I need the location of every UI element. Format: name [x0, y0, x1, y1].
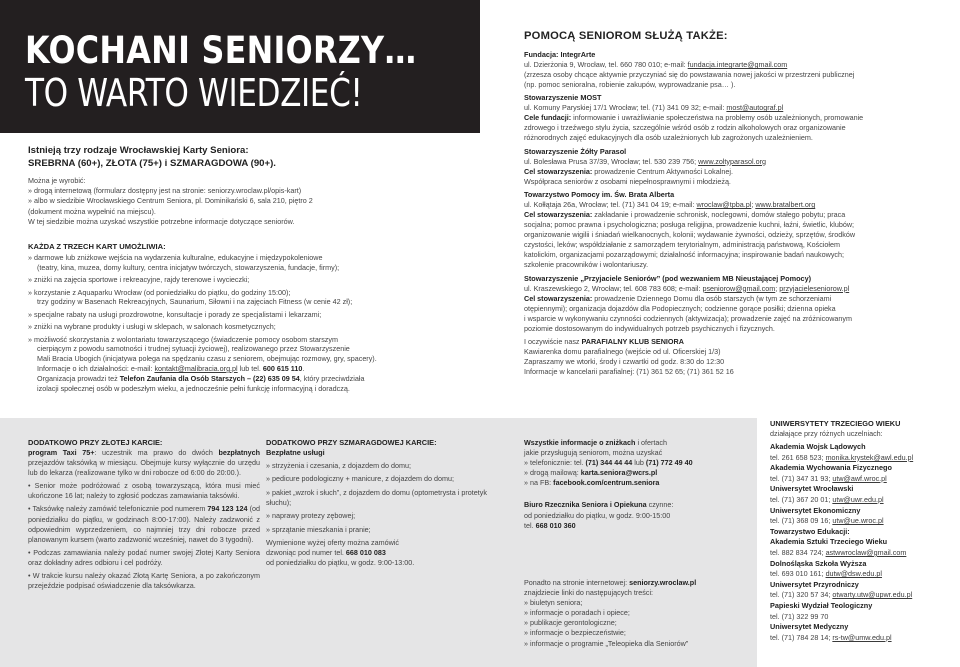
org-brat-albert: [524, 190, 954, 270]
card-types-heading: Istnieją trzy rodzaje Wrocławskiej Karty Seniora:: [28, 145, 249, 156]
university-contact: [770, 548, 960, 559]
university-contact: [770, 474, 960, 485]
text: dzwoniąc pod numer tel.: [266, 548, 346, 558]
university-name: Dolnośląska Szkoła Wyższa: [770, 558, 867, 568]
trust-phone: Telefon Zaufania dla Osób Starszych – (22) 635 09 54: [119, 373, 300, 383]
info-phone-1: (71) 344 44 44: [585, 458, 633, 468]
benefit-item: [28, 253, 488, 273]
org-desc: informowanie i uwrażliwianie społeczeństwa na problemy osób uzależnionych, promowanie: [571, 113, 864, 123]
emerald-item: » pedicure podologiczny + manicure, z dojazdem do domu;: [266, 474, 454, 484]
benefit-line: » korzystanie z Aquaparku Wrocław (od poniedziałku do piątku, do godziny 15:00);: [28, 287, 291, 297]
text: » telefonicznie: tel.: [524, 458, 586, 468]
org-zolty-parasol: [524, 147, 954, 187]
benefit-line: » specjalne rabaty na usługi prozdrowotne, konsultacje i porady ze specjalistami i lekarzami;: [28, 309, 322, 319]
benefit-line: [28, 374, 488, 384]
przyjaciele-email-link[interactable]: pseniorow@gmail.com: [702, 283, 776, 293]
intro-line: » drogą internetową (formularz dostępny jest na stronie: seniorzy.wroclaw.pl/opis-kart): [28, 186, 302, 196]
text: Organizacja prowadzi też: [37, 373, 120, 383]
benefit-line: trzy godziny w Basenach Rekreacyjnych, Saunarium, Siłowni i na zajęciach Fitness (w cenie 42 zł);: [37, 297, 353, 307]
university-name: Uniwersytet Przyrodniczy: [770, 579, 859, 589]
university-name: Akademia Wychowania Fizycznego: [770, 463, 892, 473]
goal-label: Cel stowarzyszenia:: [524, 293, 593, 303]
gold-card-para: • Senior może podróżować z osobą towarzyszącą, która musi mieć ukończone 16 lat; należy to zgłosić podczas zamawiania taksówki.: [28, 481, 260, 501]
university-contact: [770, 453, 960, 464]
university-name: Uniwersytet Wrocławski: [770, 484, 854, 494]
gold-card-para: • Podczas zamawiania należy podać numer swojej Złotej Karty Seniora oraz dokładny adres odbioru i cel podróży.: [28, 547, 260, 567]
parish-club-name: PARAFIALNY KLUB SENIORA: [581, 336, 684, 346]
university-name: Towarzystwo Edukacji:: [770, 526, 850, 536]
org-desc: organizowanie wigilii i śniadań wielkanocnych, kolonii; wydawanie żywności, odzieży, sprzętów, środków: [524, 230, 856, 240]
emerald-order-line: od poniedziałku do piątku, w godz. 9:00-13:00.: [266, 558, 415, 568]
text: (od poniedziałku do piątku, w godzinach 8:00-17:00). Należy zadzwonić z odpowiednim wyprzedzeniem, co najmniej trzy dni robocze przed planowanym kursem (warto zadzwonić wcześniej, nawet do 3 tygodni).: [28, 504, 260, 544]
org-desc: zdrowego i trzeźwego stylu życia, szczególnie wśród osób z rodzin alkoholowych oraz organizowanie: [524, 123, 846, 133]
org-name: Stowarzyszenie Żółty Parasol: [524, 146, 627, 156]
info-line: [524, 458, 754, 468]
benefit-line: [28, 364, 488, 374]
benefit-line: » możliwość skorzystania z wolontariatu towarzyszącego (świadczenie pomocy osobom starszym: [28, 334, 338, 344]
org-desc: (np. pomoc senioralna, robienie zakupów, wyprowadzanie psa… ).: [524, 80, 736, 89]
university-phone: tel. (71) 784 28 14;: [770, 632, 833, 642]
org-desc: poziomie dostosowanym do indywidualnych potrzeb psychicznych i fizycznych.: [524, 323, 775, 333]
org-integrarte: [524, 50, 954, 90]
text: lub tel.: [237, 363, 263, 373]
universities-list: [770, 442, 960, 643]
gold-card-para: [28, 504, 260, 544]
text: ;: [751, 200, 756, 210]
emerald-card-subheading: Bezpłatne usługi: [266, 448, 325, 457]
university-email-link[interactable]: utw@uwr.edu.pl: [832, 494, 884, 504]
text: .: [302, 363, 305, 373]
links-item: » biuletyn seniora;: [524, 598, 583, 608]
links-item: » publikacje gerontologiczne;: [524, 618, 617, 628]
university-email-link[interactable]: rs-tw@umw.edu.pl: [832, 632, 892, 642]
emerald-card-heading: DODATKOWO PRZY SZMARAGDOWEJ KARCIE:: [266, 438, 437, 447]
most-email-link[interactable]: most@autograf.pl: [726, 103, 784, 113]
benefits-section: [28, 241, 488, 396]
links-item: » informacje o bezpieczeństwie;: [524, 628, 626, 638]
text: • Taksówkę należy zamówić telefonicznie pod numerem: [28, 504, 208, 514]
links-line: [524, 578, 754, 588]
benefit-line: cierpiącym z powodu samotności i trudnej sytuacji życiowej), realizowanego przez Stowarzyszenie: [37, 344, 350, 354]
university-phone: tel. (71) 347 31 93;: [770, 473, 833, 483]
org-desc: (zrzesza osoby chcące aktywnie przyczyniać się do powstawania nowej jakości w przestrzeni publicznej: [524, 70, 855, 79]
org-desc: zakładanie i prowadzenie schronisk, noclegowni, domów stałego pobytu; praca: [592, 210, 846, 220]
university-phone: tel. (71) 367 20 01;: [770, 494, 833, 504]
benefit-item: [28, 275, 488, 285]
parish-club: [524, 337, 954, 377]
text: Ponadto na stronie internetowej:: [524, 578, 630, 587]
university-name: Akademia Wojsk Lądowych: [770, 442, 866, 451]
office-line: [524, 500, 754, 510]
discount-info-section: [524, 438, 754, 531]
org-desc: katolickim, organizacjami pozarządowymi; działalność informacyjna; inspirowanie badań naukowych;: [524, 250, 844, 260]
org-address: ul. Kołłątaja 26a, Wrocław; tel. (71) 341 04 19; e-mail:: [524, 200, 697, 210]
university-phone: tel. (71) 322 99 70: [770, 611, 829, 621]
text-bold: bezpłatnych: [218, 448, 260, 457]
university-email-link[interactable]: utw@ue.wroc.pl: [832, 516, 884, 526]
goal-label: Cele fundacji:: [524, 113, 572, 123]
text: ;: [775, 283, 780, 293]
intro-line: » albo w siedzibie Wrocławskiego Centrum Seniora, pl. Dominikański 6, sala 210, piętro 2: [28, 196, 313, 206]
card-types-section: [28, 144, 488, 227]
albert-email-link[interactable]: wroclaw@tpba.pl: [696, 200, 752, 210]
emerald-item: » sprzątanie mieszkania i pranie;: [266, 524, 371, 534]
title-banner: [0, 0, 480, 133]
goal-label: Cel stowarzyszenia:: [524, 210, 593, 220]
office-name: Biuro Rzecznika Seniora i Opiekuna: [524, 500, 647, 510]
university-email-link[interactable]: dutw@dsw.edu.pl: [825, 569, 883, 579]
text: , który przeciwdziała: [299, 373, 365, 383]
parasol-www-link[interactable]: www.zoltyparasol.org: [698, 156, 766, 166]
org-address: ul. Bolesława Prusa 37/39, Wrocław; tel. 530 239 756;: [524, 156, 699, 166]
info-email[interactable]: karta.seniora@wcrs.pl: [580, 468, 658, 478]
info-line: [524, 438, 754, 448]
university-name: Uniwersytet Ekonomiczny: [770, 505, 861, 515]
benefit-item: [28, 310, 488, 320]
university-contact: [770, 569, 960, 580]
malibracia-email-link[interactable]: kontakt@malibracia.org.pl: [154, 363, 238, 373]
emerald-card-section: [266, 438, 498, 568]
przyjaciele-www-link[interactable]: przyjacieleseniorow.pl: [779, 283, 850, 293]
card-types-list: SREBRNA (60+), ZŁOTA (75+) i SZMARAGDOWA (90+).: [28, 158, 276, 169]
text: tel.: [524, 520, 536, 530]
links-line: znajdziecie linki do następujących treści:: [524, 588, 654, 598]
text: Informacje o ich działalności: e-mail:: [37, 363, 155, 373]
website-link[interactable]: seniorzy.wroclaw.pl: [629, 578, 697, 587]
org-desc: prowadzenie Dziennego Domu dla osób starszych (w tym ze schorzeniami: [592, 293, 832, 303]
gold-card-para: • W trakcie kursu należy okazać Złotą Kartę Seniora, a po zakończonym przejeździe podpisać oświadczenie dla taksówkarza.: [28, 571, 260, 591]
parish-club-line: Informacje w kancelarii parafialnej: (71) 361 52 65; (71) 361 52 16: [524, 366, 734, 376]
title-line-1: KOCHANI SENIORZY…: [25, 29, 417, 72]
intro-line: (dokument można wypełnić na miejscu).: [28, 206, 156, 216]
university-name: Akademia Sztuki Trzeciego Wieku: [770, 537, 888, 547]
goal-label: Cel stowarzyszenia:: [524, 166, 593, 176]
emerald-item: » naprawy protezy zębowej;: [266, 511, 356, 521]
benefit-item-volunteer: [28, 335, 488, 394]
university-email-link[interactable]: otwarty.utw@upwr.edu.pl: [832, 590, 913, 600]
university-phone: tel. (71) 320 57 34;: [770, 590, 833, 600]
org-address: ul. Komuny Paryskiej 17/1 Wrocław; tel. (71) 341 09 32; e-mail:: [524, 103, 727, 113]
university-contact: [770, 590, 960, 601]
org-desc: otępiennymi); organizacja dojazdów dla Podopiecznych; codzienne gorące posiłki; dzienna opieka: [524, 303, 836, 313]
university-phone: tel. 882 834 724;: [770, 547, 826, 557]
universities-heading: UNIWERSYTETY TRZECIEGO WIEKU: [770, 419, 901, 428]
org-name: Fundacja: IntegrArte: [524, 50, 596, 59]
universities-subheading: działające przy różnych uczelniach:: [770, 429, 883, 438]
benefit-line: (teatry, kina, muzea, domy kultury, centra inicjatyw twórczych, stowarzyszenia, fundacje, firmy);: [37, 262, 340, 272]
parish-club-line: Zapraszamy we wtorki, środy i czwartki od godz. 8:30 do 12:30: [524, 356, 725, 366]
info-line: jakie przysługują seniorom, można uzyskać: [524, 448, 663, 458]
intro-line: Można je wyrobić:: [28, 176, 86, 185]
office-hours: od poniedziałku do piątku, w godz. 9:00-15:00: [524, 510, 671, 520]
links-item: » informacje o programie „Teleopieka dla Seniorów”: [524, 638, 689, 648]
benefits-heading: KAŻDA Z TRZECH KART UMOŻLIWIA:: [28, 242, 166, 251]
university-contact: [770, 516, 960, 527]
benefit-line: Mali Bracia Ubogich (inicjatywa polega na spędzaniu czasu z seniorem, obejmując rozmowy, gry, spacery).: [37, 354, 377, 364]
university-phone: tel. (71) 368 09 16;: [770, 516, 833, 526]
intro-line: W tej siedzibie można uzyskać wszystkie potrzebne informacje dotyczące seniorów.: [28, 216, 295, 226]
text: » na FB:: [524, 478, 554, 488]
emerald-item: » pakiet „wzrok i słuch”, z dojazdem do domu (optometrysta i protetyk słuchu);: [266, 487, 487, 507]
org-desc: prowadzenie Centrum Aktywności Lokalnej.: [592, 166, 733, 176]
text: lub: [632, 458, 646, 468]
benefit-line: izolacji społecznej osób w podeszłym wieku, a jednocześnie pełni funkcję informacyjną i doradczą.: [37, 383, 350, 393]
org-name: Towarzystwo Pomocy im. Św. Brata Alberta: [524, 190, 675, 200]
university-phone: tel. 261 658 523;: [770, 452, 826, 462]
university-email-link[interactable]: astwwroclaw@gmail.com: [825, 547, 907, 557]
text: czynne:: [646, 500, 674, 510]
org-name: Stowarzyszenie „Przyjaciele Seniorów” (pod wezwaniem MB Nieustającej Pomocy): [524, 273, 812, 283]
university-contact: [770, 612, 960, 623]
integrarte-email-link[interactable]: fundacja.integrarte@gmail.com: [687, 60, 788, 69]
university-email-link[interactable]: monika.krystek@awl.edu.pl: [825, 452, 914, 462]
text: : uczestnik ma prawo do dwóch: [94, 448, 219, 457]
office-line: [524, 521, 754, 531]
emerald-order-line: [266, 548, 498, 558]
org-desc: szkolenie pracowników i wolontariuszy.: [524, 260, 649, 270]
albert-www-link[interactable]: www.bratalbert.org: [755, 200, 816, 210]
text: » drogą mailową:: [524, 468, 581, 478]
university-contact: [770, 495, 960, 506]
taxi-phone: 794 123 124: [207, 504, 248, 514]
title-line-2: TO WARTO WIEDZIEĆ!: [25, 71, 363, 115]
benefit-line: » zniżki na zajęcia sportowe i rekreacyjne, rajdy terenowe i wycieczki;: [28, 275, 250, 285]
website-links-section: [524, 578, 754, 649]
org-desc: Współpraca seniorów z osobami niepełnosprawnymi i młodzieżą.: [524, 176, 731, 186]
university-email-link[interactable]: utw@awf.wroc.pl: [832, 473, 887, 483]
info-line: [524, 468, 754, 478]
org-desc: socjalna; pomoc prawna i psychologiczna; posługa religijna, prowadzenie kuchni, łaźni, świetlic, klubów;: [524, 220, 855, 230]
info-phone-2: (71) 772 49 40: [645, 458, 693, 468]
org-name: Stowarzyszenie MOST: [524, 93, 602, 103]
university-name: Papieski Wydział Teologiczny: [770, 600, 873, 610]
org-address: ul. Kraszewskiego 2, Wrocław; tel. 608 783 608; e-mail:: [524, 283, 703, 293]
university-contact: [770, 633, 960, 644]
university-name: Uniwersytet Medyczny: [770, 622, 849, 632]
taxi-program: program Taxi 75+: [28, 448, 95, 457]
office-phone: 668 010 360: [535, 520, 576, 530]
text: i ofertach: [635, 438, 668, 447]
emerald-phone: 668 010 083: [345, 548, 386, 558]
org-desc: czystości, leków; współdziałanie z samorządem terytorialnym, administracją państwową, Kościołem: [524, 240, 840, 250]
benefit-item: [28, 322, 488, 332]
org-desc: i wsparcie w wykonywaniu czynności codziennych (aktywizacja); prowadzenie zajęć na zróżnicowanym: [524, 313, 852, 323]
organizations-section: [524, 30, 954, 380]
org-przyjaciele-seniorow: [524, 274, 954, 334]
emerald-item: » strzyżenia i czesania, z dojazdem do domu;: [266, 461, 412, 470]
text: przejazdów taksówką w miesiącu. Obejmuje kursy wyłącznie do urzędu lub do lekarza (realizowane tylko w dni robocze od 6:00 do 20:00.).: [28, 458, 260, 478]
links-item: » informacje o poradach i opiece;: [524, 608, 630, 618]
benefit-line: » zniżki na wybrane produkty i usługi w sklepach, w salonach kosmetycznych;: [28, 322, 276, 332]
emerald-order-line: Wymienione wyżej oferty można zamówić: [266, 538, 399, 548]
parish-club-line: Kawiarenka domu parafialnego (wejście od ul. Oficerskiej 1/3): [524, 346, 721, 356]
organizations-heading: POMOCĄ SENIOROM SŁUŻĄ TAKŻE:: [524, 30, 728, 42]
malibracia-phone: 600 615 110: [262, 363, 303, 373]
universities-section: [770, 419, 960, 643]
org-desc: różnorodnych zajęć edukacyjnych dla osób uzależnionych lub zagrożonych uzależnieniem.: [524, 133, 813, 143]
university-phone: tel. 693 010 161;: [770, 569, 826, 579]
gold-card-heading: DODATKOWO PRZY ZŁOTEJ KARCIE:: [28, 438, 163, 447]
gold-card-taxi: [28, 448, 260, 478]
org-most: [524, 93, 954, 143]
gold-card-section: [28, 438, 260, 594]
benefit-line: » darmowe lub zniżkowe wejścia na wydarzenia kulturalne, edukacyjne i międzypokoleniowe: [28, 253, 323, 262]
info-facebook[interactable]: facebook.com/centrum.seniora: [553, 478, 660, 488]
org-address: ul. Dzierżonia 9, Wrocław, tel. 660 780 010; e-mail:: [524, 60, 688, 69]
text: I oczywiście nasz: [524, 336, 582, 346]
info-line: [524, 478, 754, 488]
text-bold: Wszystkie informacje o zniżkach: [524, 438, 636, 447]
benefit-item: [28, 288, 488, 308]
